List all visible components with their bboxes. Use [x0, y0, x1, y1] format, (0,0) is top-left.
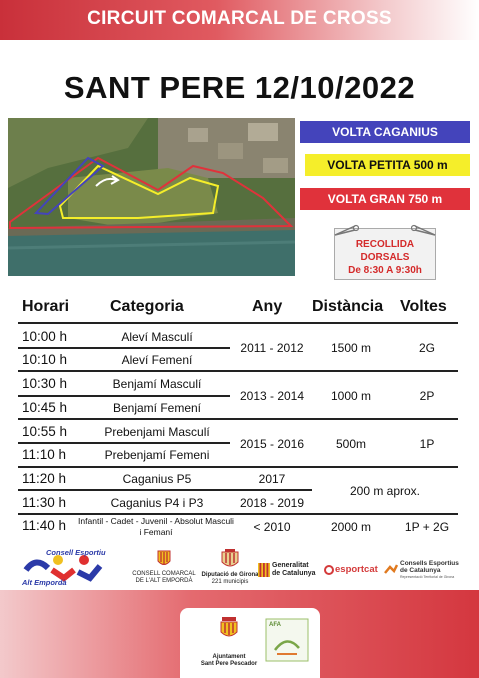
time-cell: 10:00 h	[22, 329, 68, 344]
legend-volta-gran: VOLTA GRAN 750 m	[300, 188, 470, 210]
category-cell: Benjamí Femení	[112, 401, 202, 415]
generalitat-flag-icon	[258, 563, 270, 577]
generalitat-line-1: Generalitat	[272, 562, 309, 569]
time-cell: 10:45 h	[22, 400, 68, 415]
consell-esportiu-line-1: Consell Esportiu	[46, 548, 106, 557]
time-cell: 11:40 h	[22, 518, 67, 533]
laps-cell: 2G	[418, 341, 435, 355]
ajuntament-line-1: Ajuntament	[212, 654, 246, 660]
laps-cell: 2P	[419, 389, 435, 403]
time-cell: 11:30 h	[22, 495, 67, 510]
dorsals-line-2: DORSALS	[360, 252, 410, 263]
dorsals-line-3: De 8:30 A 9:30h	[348, 265, 422, 276]
category-cell: Caganius P4 i P3	[110, 496, 204, 510]
distance-cell: 200 m aprox.	[349, 484, 421, 498]
table-rule	[18, 370, 458, 372]
consells-esportius-line-3: Representació Territorial de Girona	[400, 575, 455, 579]
consell-esportiu-line-2: Alt Empordà	[22, 578, 67, 587]
consells-esportius-line-1: Consells Esportius	[400, 560, 459, 567]
ajuntament-line-2: Sant Pere Pescador	[200, 661, 258, 667]
distance-cell: 500m	[335, 437, 367, 451]
legend-volta-petita: VOLTA PETITA 500 m	[305, 154, 470, 176]
consells-esportius-line-2: de Catalunya	[400, 567, 441, 574]
year-cell: 2018 - 2019	[239, 496, 305, 510]
table-rule	[18, 322, 458, 324]
header-distancia: Distància	[312, 298, 384, 315]
year-cell: 2011 - 2012	[240, 341, 304, 355]
time-cell: 10:30 h	[22, 376, 68, 391]
safety-pin-icon	[333, 223, 359, 237]
distance-cell: 1500 m	[330, 341, 372, 355]
dorsals-line-1: RECOLLIDA	[355, 239, 415, 250]
year-cell: 2017	[258, 472, 286, 486]
safety-pin-icon	[411, 223, 437, 237]
event-title: SANT PERE 12/10/2022	[63, 70, 416, 105]
category-cell: Aleví Masculí	[121, 330, 193, 344]
dorsals-pickup-box	[334, 228, 436, 280]
logo-consell-comarcal	[124, 550, 204, 588]
time-cell: 10:10 h	[22, 352, 68, 367]
logo-afa	[265, 618, 309, 662]
header-horari: Horari	[22, 298, 70, 315]
table-rule	[18, 513, 458, 515]
category-cell: Aleví Femení	[121, 353, 193, 367]
time-cell: 11:20 h	[22, 471, 67, 486]
table-rule	[18, 442, 230, 444]
logo-ajuntament	[196, 616, 262, 674]
table-rule	[18, 466, 458, 468]
consell-comarcal-line-1: CONSELL COMARCAL	[132, 571, 196, 577]
diputacio-line-1: Diputació de Girona	[201, 572, 259, 578]
afa-label: AFA	[269, 622, 281, 628]
legend-volta-caganius: VOLTA CAGANIUS	[300, 121, 470, 143]
runner-mark-icon	[384, 563, 398, 575]
time-cell: 10:55 h	[22, 424, 68, 439]
logo-generalitat	[258, 562, 320, 582]
header-categoria: Categoria	[110, 298, 184, 315]
logo-diputacio-girona	[201, 548, 259, 588]
coat-of-arms-icon	[157, 550, 171, 568]
coat-of-arms-icon	[220, 548, 240, 570]
course-map	[8, 118, 295, 276]
time-cell: 11:10 h	[22, 447, 67, 462]
laps-cell: 1P + 2G	[404, 520, 450, 534]
consell-comarcal-line-2: DE L'ALT EMPORDÀ	[135, 578, 193, 584]
year-cell: 2015 - 2016	[239, 437, 305, 451]
coat-of-arms-icon	[219, 616, 239, 640]
category-cell: Prebenjami Masculí	[104, 425, 210, 439]
year-cell: < 2010	[253, 520, 291, 534]
category-cell: Benjamí Masculí	[112, 377, 202, 391]
diputacio-line-2: 221 municipis	[211, 579, 249, 585]
course-map-drawing	[8, 118, 295, 276]
category-cell: Infantil - Cadet - Juvenil - Absolut Masculi i Femaní	[78, 516, 234, 537]
header-voltes: Voltes	[400, 298, 447, 315]
year-cell: 2013 - 2014	[239, 389, 305, 403]
logo-esportcat	[324, 564, 380, 580]
banner-title: CIRCUIT COMARCAL DE CROSS	[87, 8, 392, 29]
generalitat-line-2: de Catalunya	[272, 570, 316, 577]
category-cell: Prebenjamí Femeni	[104, 448, 210, 462]
distance-cell: 1000 m	[330, 389, 372, 403]
table-rule	[18, 395, 230, 397]
laps-cell: 1P	[419, 437, 435, 451]
table-rule	[18, 418, 458, 420]
distance-cell: 2000 m	[330, 520, 372, 534]
logo-consells-esportius	[384, 560, 476, 586]
category-cell: Caganius P5	[122, 472, 192, 486]
table-rule	[18, 489, 312, 491]
top-banner	[0, 0, 479, 40]
logo-consell-esportiu	[18, 548, 122, 588]
table-rule	[18, 347, 230, 349]
esportcat-label: esportcat	[335, 564, 378, 575]
esportcat-mark-icon	[324, 565, 334, 575]
header-any: Any	[252, 298, 283, 315]
